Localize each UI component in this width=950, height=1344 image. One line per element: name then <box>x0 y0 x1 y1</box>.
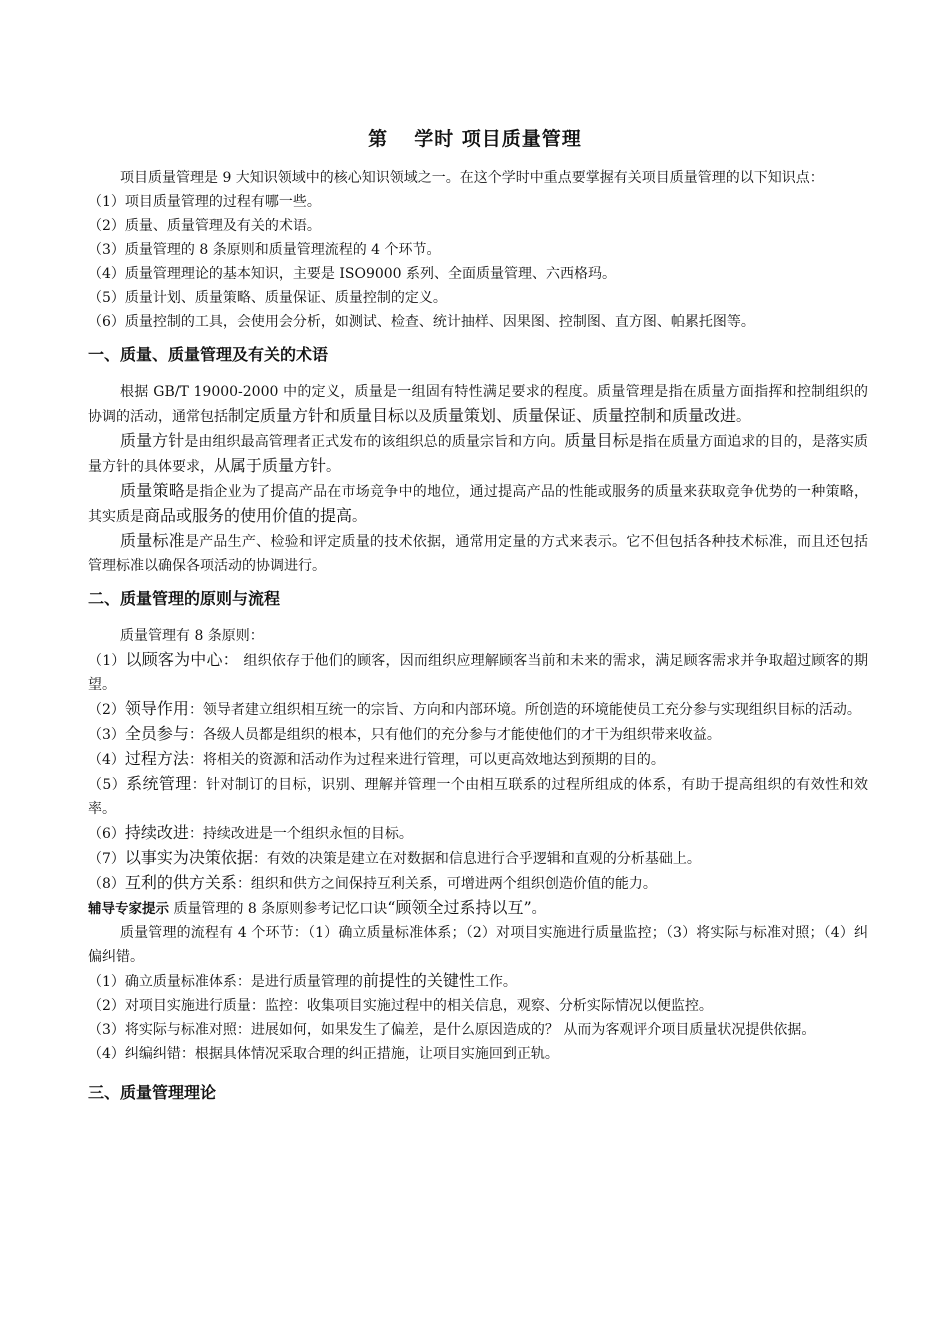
section1-heading: 一、质量、质量管理及有关的术语 <box>88 345 329 364</box>
principle-text: ：持续改进是一个组织永恒的目标。 <box>188 826 413 842</box>
item-number: （8） <box>88 876 125 892</box>
principle-item <box>88 722 868 747</box>
intro-item: （4）质量管理理论的基本知识，主要是 ISO9000 系列、全面质量管理、六西格玛。 <box>88 266 617 282</box>
principle-keyword: 全员参与 <box>124 724 189 743</box>
principles-lead: 质量管理有 8 条原则： <box>120 628 264 644</box>
intro-item: （6）质量控制的工具，会使用会分析，如测试、检查、统计抽样、因果图、控制图、直方图、帕累托图等。 <box>88 314 755 330</box>
principle-text: 组织依存于他们的顾客，因而组织应理解顾客当前和未来的需求，满足顾客需求并争取超过顾客的期望。 <box>88 653 868 693</box>
flow-step: （3）将实际与标准对照：进展如何，如果发生了偏差，是什么原因造成的？ 从而为客观评介项目质量状况提供依据。 <box>88 1022 816 1038</box>
principle-text: ：组织和供方之间保持互利关系，可增进两个组织创造价值的能力。 <box>236 876 657 892</box>
expert-tip <box>88 896 868 921</box>
flow-step <box>88 969 868 994</box>
text-run: 商品或服务的使用价值的提高 <box>144 506 353 525</box>
item-number: （4） <box>88 752 125 768</box>
intro-paragraph: 项目质量管理是 9 大知识领域中的核心知识领域之一。在这个学时中重点要掌握有关项目质量管理的以下知识点： <box>120 170 824 186</box>
title-part1: 第 <box>368 128 389 150</box>
text-run: 。 <box>531 901 546 917</box>
principle-text: ：针对制订的目标，识别、理解并管理一个由相互联系的过程所组成的体系，有助于提高组织的有效性和效率。 <box>88 777 868 817</box>
text-run: 以及 <box>404 409 433 425</box>
principle-keyword: 过程方法 <box>124 749 189 768</box>
text-run: 。 <box>352 509 367 525</box>
item-number: （6） <box>88 826 125 842</box>
intro-item: （1）项目质量管理的过程有哪一些。 <box>88 194 321 210</box>
text-run: 是产品生产、检验和评定质量的技术依据，通常用定量的方式来表示。它不但包括各种技术标准，而且还包括管理标准以确保各项活动的协调进行。 <box>88 534 868 574</box>
principle-keyword: 持续改进 <box>124 823 189 842</box>
page-title <box>0 124 950 151</box>
title-part2: 学时 项目质量管理 <box>414 128 582 150</box>
principle-item <box>88 747 868 772</box>
flow-step: （2）对项目实施进行质量：监控：收集项目实施过程中的相关信息，观察、分析实际情况以便监控。 <box>88 998 713 1014</box>
intro-item: （5）质量计划、质量策略、质量保证、质量控制的定义。 <box>88 290 447 306</box>
term: 质量标准 <box>120 531 185 550</box>
text-run: 从属于质量方针 <box>214 456 327 475</box>
tip-text: 质量管理的 8 条原则参考记忆口诀 <box>169 901 388 917</box>
tip-mnemonic: “顾领全过系持以互” <box>387 898 532 917</box>
text-run: 工作。 <box>474 974 517 990</box>
section1-paragraph-4 <box>88 529 868 578</box>
item-number: （3） <box>88 727 125 743</box>
item-number: （2） <box>88 702 125 718</box>
text-run: （1）确立质量标准体系：是进行质量管理的 <box>88 974 363 990</box>
item-number: （1） <box>88 653 126 669</box>
intro-item: （2）质量、质量管理及有关的术语。 <box>88 218 321 234</box>
term: 质量方针 <box>120 431 185 450</box>
principle-keyword: 以事实为决策依据 <box>124 848 253 867</box>
term: 质量策略 <box>120 481 185 500</box>
principle-text: ：各级人员都是组织的根本，只有他们的充分参与才能使他们的才干为组织带来收益。 <box>188 727 721 743</box>
principle-keyword: 领导作用 <box>124 699 189 718</box>
principle-text: ：领导者建立组织相互统一的宗旨、方向和内部环境。所创造的环境能使员工充分参与实现组织目标的活动。 <box>188 702 861 718</box>
text-run: 根据 GB/T 19000-2000 中的定义，质量是一组固有特性满足要求的程度。质量管理是指在质量方面指挥和控制组织的协调的活动，通常包括 <box>88 384 868 425</box>
principle-item <box>88 871 868 896</box>
principle-keyword: 系统管理 <box>126 774 192 793</box>
text-run: 。 <box>326 459 341 475</box>
section1-paragraph-1 <box>88 380 868 429</box>
text-run: 是由组织最高管理者正式发布的该组织总的质量宗旨和方向。 <box>184 434 565 450</box>
principle-text: ：有效的决策是建立在对数据和信息进行合乎逻辑和直观的分析基础上。 <box>252 851 701 867</box>
section1-paragraph-3 <box>88 479 868 529</box>
flow-intro: 质量管理的流程有 4 个环节：（1）确立质量标准体系；（2）对项目实施进行质量监控；（3）将实际与标准对照；（4）纠偏纠错。 <box>88 925 868 965</box>
text-run: 制定质量方针和质量目标 <box>228 406 405 425</box>
principle-item <box>88 821 868 846</box>
section3-heading: 三、质量管理理论 <box>88 1083 217 1102</box>
principle-text: ：将相关的资源和活动作为过程来进行管理，可以更高效地达到预期的目的。 <box>188 752 665 768</box>
text-run: 。 <box>736 409 751 425</box>
item-number: （7） <box>88 851 125 867</box>
tip-label: 辅导专家提示 <box>88 901 169 917</box>
text-run: 前提性的关键性 <box>362 971 475 990</box>
flow-step: （4）纠编纠错：根据具体情况采取合理的纠正措施，让项目实施回到正轨。 <box>88 1046 559 1062</box>
principle-item <box>88 846 868 871</box>
term: 质量目标 <box>564 431 629 450</box>
principle-keyword: 互利的供方关系 <box>124 873 237 892</box>
principle-item <box>88 648 868 697</box>
principle-item <box>88 697 868 722</box>
document-body <box>88 166 868 1118</box>
item-number: （5） <box>88 777 127 793</box>
section2-heading: 二、质量管理的原则与流程 <box>88 589 281 608</box>
intro-item: （3）质量管理的 8 条原则和质量管理流程的 4 个环节。 <box>88 242 441 258</box>
text-run: 是指在质量方面追求的目的，是落实质量方针的具体要求， <box>88 434 868 475</box>
text-run: 是指企业为了提高产品在市场竞争中的地位，通过提高产品的性能或服务的质量来获取竞争优势的一种策略，其实质是 <box>88 484 868 525</box>
section1-paragraph-2 <box>88 429 868 479</box>
principle-keyword: 以顾客为中心： <box>125 650 239 669</box>
text-run: 质量策划、质量保证、质量控制和质量改进 <box>432 406 737 425</box>
principle-item <box>88 772 868 821</box>
